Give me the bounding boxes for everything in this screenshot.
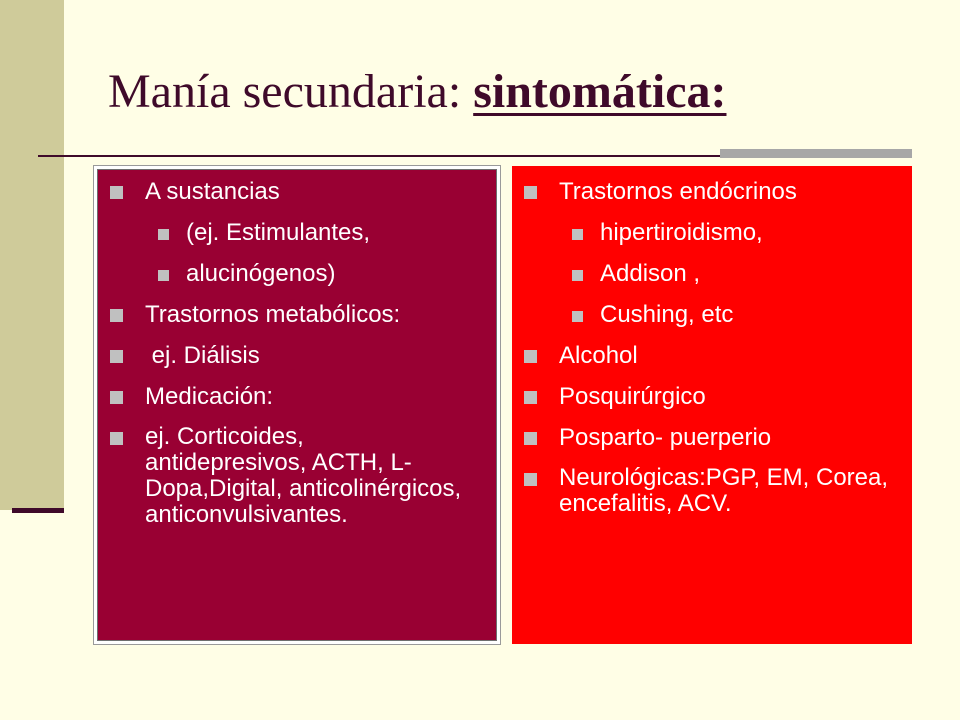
list-item: Posquirúrgico bbox=[512, 383, 912, 410]
list-item: Posparto- puerperio bbox=[512, 424, 912, 451]
list-item: ej. Diálisis bbox=[98, 342, 496, 369]
left-text-box bbox=[97, 169, 497, 641]
list-item: Trastornos endócrinos bbox=[512, 178, 912, 205]
list-item: ej. Corticoides, antidepresivos, ACTH, L-Dopa,Digital, anticolinérgicos, anticonvulsivantes. bbox=[98, 424, 496, 528]
right-bullet-list bbox=[512, 178, 912, 531]
list-item: Trastornos metabólicos: bbox=[98, 301, 496, 328]
decorative-side-bar bbox=[0, 0, 64, 510]
list-item: Addison , bbox=[512, 260, 912, 287]
list-item: Neurológicas:PGP, EM, Corea, encefalitis, ACV. bbox=[512, 465, 912, 517]
decorative-side-line bbox=[12, 508, 64, 513]
right-text-box bbox=[512, 166, 912, 644]
slide-title-emphasis: sintomática: bbox=[473, 65, 727, 118]
slide-title bbox=[108, 64, 726, 119]
list-item: (ej. Estimulantes, bbox=[98, 219, 496, 246]
list-item: Medicación: bbox=[98, 383, 496, 410]
list-item: hipertiroidismo, bbox=[512, 219, 912, 246]
decorative-grey-bar bbox=[720, 149, 912, 158]
list-item: A sustancias bbox=[98, 178, 496, 205]
left-bullet-list bbox=[98, 178, 496, 542]
list-item: Cushing, etc bbox=[512, 301, 912, 328]
list-item: alucinógenos) bbox=[98, 260, 496, 287]
slide-title-plain: Manía secundaria: bbox=[108, 65, 474, 118]
title-divider bbox=[38, 155, 720, 157]
list-item: Alcohol bbox=[512, 342, 912, 369]
